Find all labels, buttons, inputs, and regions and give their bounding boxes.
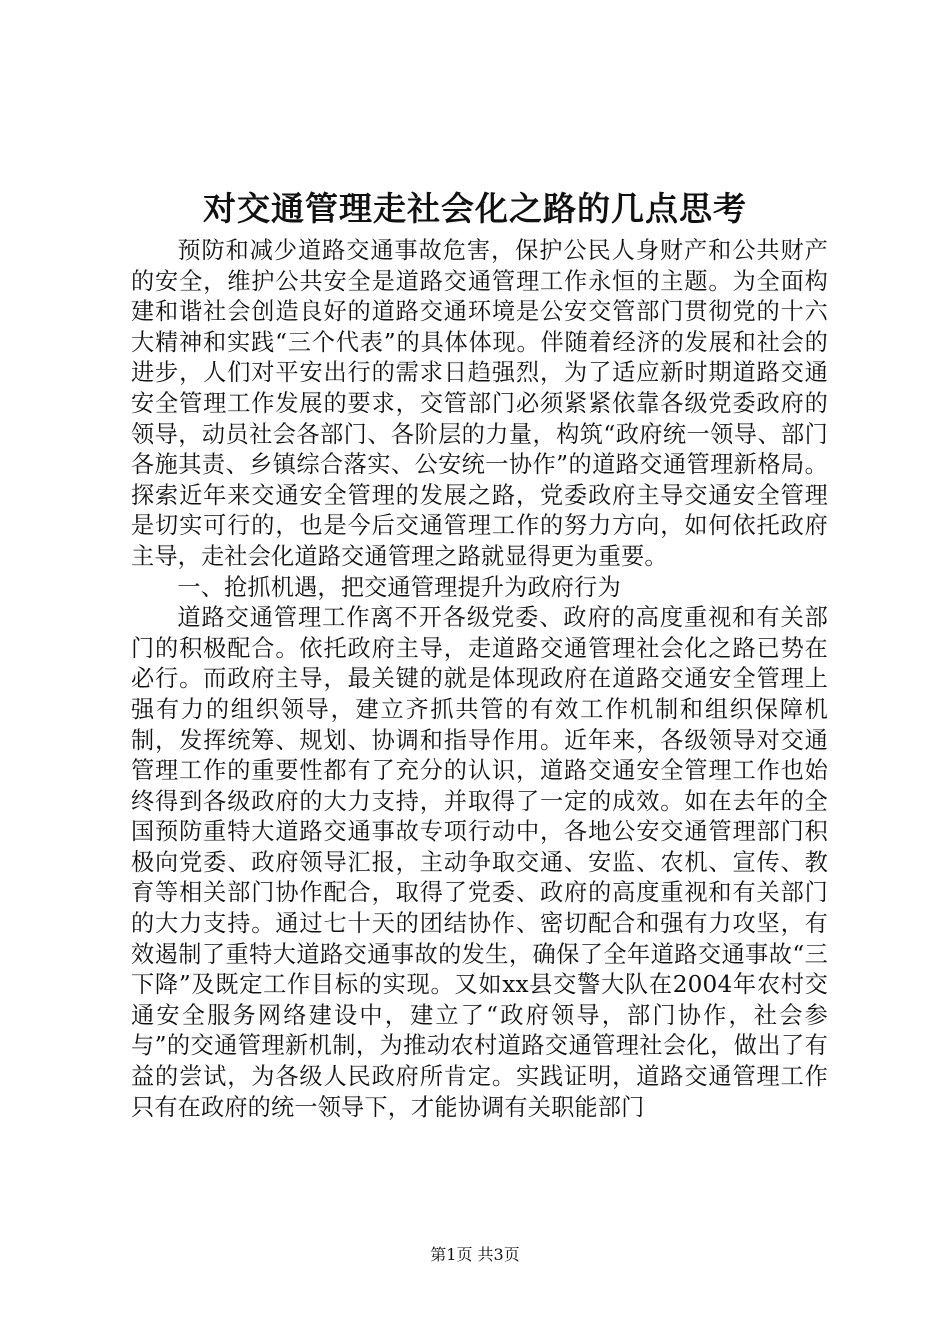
paragraph-intro: 预防和减少道路交通事故危害，保护公民人身财产和公共财产的安全，维护公共安全是道路交通管理工作永恒的主题。为全面构建和谐社会创造良好的道路交通环境是公安交管部门贯彻党的十六大精神和实践“三个代表”的具体体现。伴随着经济的发展和社会的进步，人们对平安出行的需求日趋强烈，为了适应新时期道路交通安全管理工作发展的要求，交管部门必须紧紧依靠各级党委政府的领导，动员社会各部门、各阶层的力量，构筑“政府统一领导、部门各施其责、乡镇综合落实、公安统一协作”的道路交通管理新格局。探索近年来交通安全管理的发展之路，党委政府主导交通安全管理是切实可行的，也是今后交通管理工作的努力方向，如何依托政府主导，走社会化道路交通管理之路就显得更为重要。 xyxy=(131,237,828,570)
document-title: 对交通管理走社会化之路的几点思考 xyxy=(203,189,747,228)
page-footer: 第1页 共3页 xyxy=(430,1245,520,1264)
paragraph-section-1: 道路交通管理工作离不开各级党委、政府的高度重视和有关部门的积极配合。依托政府主导，走道路交通管理社会化之路已势在必行。而政府主导，最关键的就是体现政府在道路交通安全管理上强有力的组织领导，建立齐抓共管的有效工作机制和组织保障机制，发挥统筹、规划、协调和指导作用。近年来，各级领导对交通管理工作的重要性都有了充分的认识，道路交通安全管理工作也始终得到各级政府的大力支持，并取得了一定的成效。如在去年的全国预防重特大道路交通事故专项行动中，各地公安交通管理部门积极向党委、政府领导汇报，主动争取交通、安监、农机、宣传、教育等相关部门协作配合，取得了党委、政府的高度重视和有关部门的大力支持。通过七十天的团结协作、密切配合和强有力攻坚，有效遏制了重特大道路交通事故的发生，确保了全年道路交通事故“三下降”及既定工作目标的实现。又如xx县交警大队在2004年农村交通安全服务网络建设中，建立了“政府领导，部门协作，社会参与”的交通管理新机制，为推动农村道路交通管理社会化，做出了有益的尝试，为各级人民政府所肯定。实践证明，道路交通管理工作只有在政府的统一领导下，才能协调有关职能部门 xyxy=(131,604,828,1121)
document-body xyxy=(131,236,828,1123)
section-heading-1: 一、抢抓机遇，把交通管理提升为政府行为 xyxy=(177,573,621,601)
